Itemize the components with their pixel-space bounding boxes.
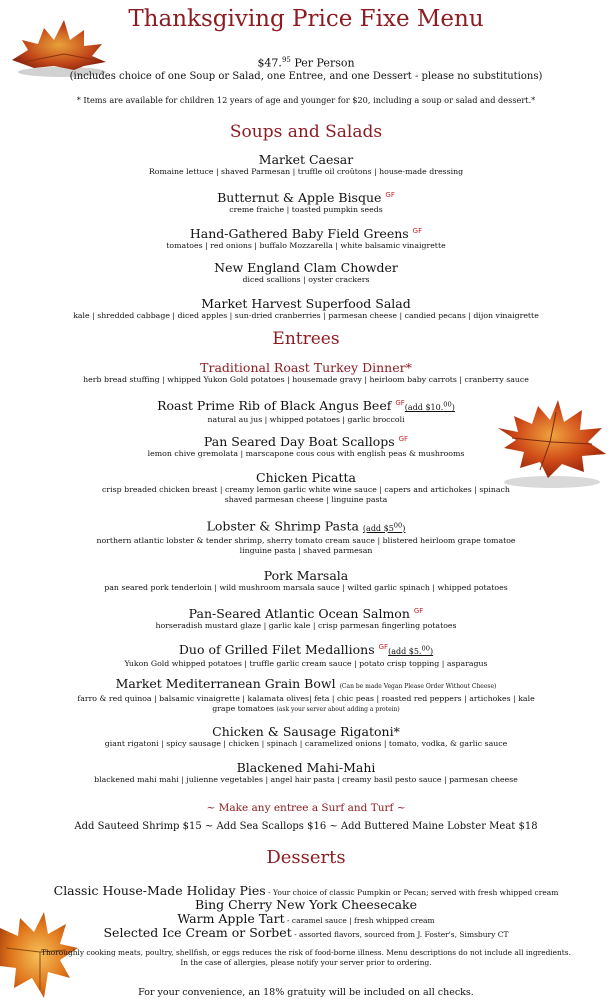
menu-item-desc: giant rigatoni | spicy sausage | chicken | spinach | caramelized onions | tomato, vodka, & garlic sauce xyxy=(104,739,508,748)
menu-item-desc: horseradish mustard glaze | garlic kale | crisp parmesan fingerling potatoes xyxy=(155,621,457,631)
menu-item-desc: kale | shredded cabbage | diced apples | sun-dried cranberries | parmesan cheese | candied pecans | dijon vinaigrette xyxy=(73,311,539,320)
menu-item xyxy=(0,724,612,749)
section-heading-entrees: Entrees xyxy=(272,329,340,349)
upcharge: (add $5.00) xyxy=(388,644,434,657)
gluten-free-badge: GF xyxy=(398,435,409,443)
menu-item-name: Market Caesar xyxy=(258,152,354,167)
menu-item-desc: crisp breaded chicken breast | creamy lemon garlic white wine sauce | capers and artichokes | spinach xyxy=(102,485,510,494)
gluten-free-badge: GF xyxy=(378,643,389,651)
menu-item-name: Blackened Mahi-Mahi xyxy=(236,760,376,775)
dessert-name: Selected Ice Cream or Sorbet xyxy=(103,925,292,940)
menu-item-desc: lemon chive gremolata | marscapone cous cous with english peas & mushrooms xyxy=(147,449,465,459)
menu-item-name: Chicken & Sausage Rigatoni* xyxy=(212,724,400,739)
gluten-free-badge: GF xyxy=(413,607,424,615)
gluten-free-badge: GF xyxy=(395,399,405,407)
menu-item xyxy=(0,260,612,285)
menu-item xyxy=(0,360,612,385)
menu-item-name: Duo of Grilled Filet Medallions $^{GF}$(add $5.00) xyxy=(178,642,434,658)
menu-item-desc: northern atlantic lobster & tender shrimp, sherry tomato cream sauce | blistered heirloom grape tomatoe xyxy=(96,535,516,545)
dessert-name: Bing Cherry New York Cheesecake xyxy=(194,897,418,912)
menu-item-desc: Romaine lettuce | shaved Parmesan | truffle oil croûtons | house-made dressing xyxy=(148,167,464,176)
dessert-name: Warm Apple Tart xyxy=(177,911,285,926)
menu-item-name: Market Harvest Superfood Salad xyxy=(201,296,411,311)
menu-item xyxy=(0,470,612,505)
price-per-person: $47.95 Per Person xyxy=(257,56,355,70)
menu-item-desc: farro & red quinoa | balsamic vinaigrette | kalamata olives| feta | chic peas | roasted red peppers | artichokes | kale xyxy=(77,694,535,703)
gratuity-note: For your convenience, an 18% gratuity will be included on all checks. xyxy=(138,987,474,998)
section-heading-desserts: Desserts xyxy=(266,847,346,868)
menu-item xyxy=(0,676,612,715)
menu-item-desc: creme fraiche | toasted pumpkin seeds xyxy=(229,205,383,215)
menu-item-desc: diced scallions | oyster crackers xyxy=(242,275,370,284)
menu-item-name: New England Clam Chowder xyxy=(214,260,398,275)
dessert-desc: - caramel sauce | fresh whipped cream xyxy=(284,916,435,925)
menu-item xyxy=(0,760,612,785)
menu-item-desc: grape tomatoes (ask your server about adding a protein) xyxy=(212,704,400,713)
menu-item xyxy=(0,152,612,177)
menu-item-name: Pan Seared Day Boat Scallops $^{GF}$ xyxy=(203,434,409,450)
menu-item xyxy=(0,640,612,669)
menu-item-desc: pan seared pork tenderloin | wild mushroom marsala sauce | wilted garlic spinach | whipped potatoes xyxy=(104,583,508,592)
dessert-desc: - assorted flavors, sourced from J. Foster's, Simsbury CT xyxy=(291,930,509,939)
surf-and-turf-heading: ~ Make any entree a Surf and Turf ~ xyxy=(206,802,406,814)
menu-item xyxy=(0,296,612,321)
menu-item-note: (Can be made Vegan Please Order Without Cheese) xyxy=(339,683,497,690)
menu-item-desc: shaved parmesan cheese | linguine pasta xyxy=(224,495,388,504)
page-title: Thanksgiving Price Fixe Menu xyxy=(128,6,484,32)
menu-item-desc: herb bread stuffing | whipped Yukon Gold potatoes | housemade gravy | heirloom baby carrots | cranberry sauce xyxy=(83,375,529,384)
dessert-desc: - Your choice of classic Pumpkin or Pecan; served with fresh whipped cream xyxy=(265,888,559,897)
menu-item-name: Chicken Picatta xyxy=(256,470,356,485)
menu-item-desc: blackened mahi mahi | julienne vegetables | angel hair pasta | creamy basil pesto sauce | parmesan cheese xyxy=(94,775,518,784)
menu-item xyxy=(0,518,612,556)
food-safety-notice: Thoroughly cooking meats, poultry, shellfish, or eggs reduces the risk of food-borne illness. Menu descriptions do not include all ingredients. In the case of allergies, please notify your server prior to ordering. xyxy=(41,948,571,967)
menu-item-name: Roast Prime Rib of Black Angus Beef $^{GF}$(add $10.00) xyxy=(157,398,455,414)
kids-note: * Items are available for children 12 years of age and younger for $20, including a soup or salad and dessert.* xyxy=(76,95,536,105)
menu-item xyxy=(0,188,612,215)
menu-item-name: Market Mediterranean Grain Bowl (Can be made Vegan Please Order Without Cheese) xyxy=(115,676,497,691)
menu-item-name: Butternut & Apple Bisque $^{GF}$ xyxy=(217,190,395,206)
gluten-free-badge: GF xyxy=(385,191,395,199)
menu-item-desc: linguine pasta | shaved parmesan xyxy=(239,545,373,555)
menu-item xyxy=(0,432,612,459)
menu-item-name: Pan-Seared Atlantic Ocean Salmon $^{GF}$ xyxy=(188,606,424,622)
upcharge: (add $\$5^{00}$) xyxy=(362,521,406,533)
menu-item-desc: Yukon Gold whipped potatoes | truffle garlic cream sauce | potato crisp topping | asparagus xyxy=(124,659,488,669)
dessert-item xyxy=(0,922,612,941)
menu-item-desc: natural au jus | whipped potatoes | garlic broccoli xyxy=(207,415,405,425)
gluten-free-badge: GF xyxy=(412,227,423,235)
dessert-name: Classic House-Made Holiday Pies xyxy=(53,883,266,898)
includes-note: (includes choice of one Soup or Salad, one Entree, and one Dessert - please no substitutions) xyxy=(69,71,543,82)
surf-and-turf-addons: Add Sauteed Shrimp $15 ~ Add Sea Scallops $16 ~ Add Buttered Maine Lobster Meat $18 xyxy=(74,821,538,832)
menu-item xyxy=(0,396,612,425)
menu-item-name: Traditional Roast Turkey Dinner* xyxy=(200,360,412,375)
menu-item-name: Lobster & Shrimp Pasta (add $\$5^{00}$) xyxy=(206,518,406,534)
menu-item xyxy=(0,568,612,593)
menu-item xyxy=(0,224,612,251)
section-heading-soups: Soups and Salads xyxy=(229,122,383,142)
menu-item xyxy=(0,604,612,631)
menu-item-name: Hand-Gathered Baby Field Greens $^{GF}$ xyxy=(189,226,423,242)
menu-item-name: Pork Marsala xyxy=(263,568,349,583)
menu-item-desc: tomatoes | red onions | buffalo Mozzarella | white balsamic vinaigrette xyxy=(166,241,446,251)
upcharge: (add $10.00) xyxy=(404,400,455,413)
